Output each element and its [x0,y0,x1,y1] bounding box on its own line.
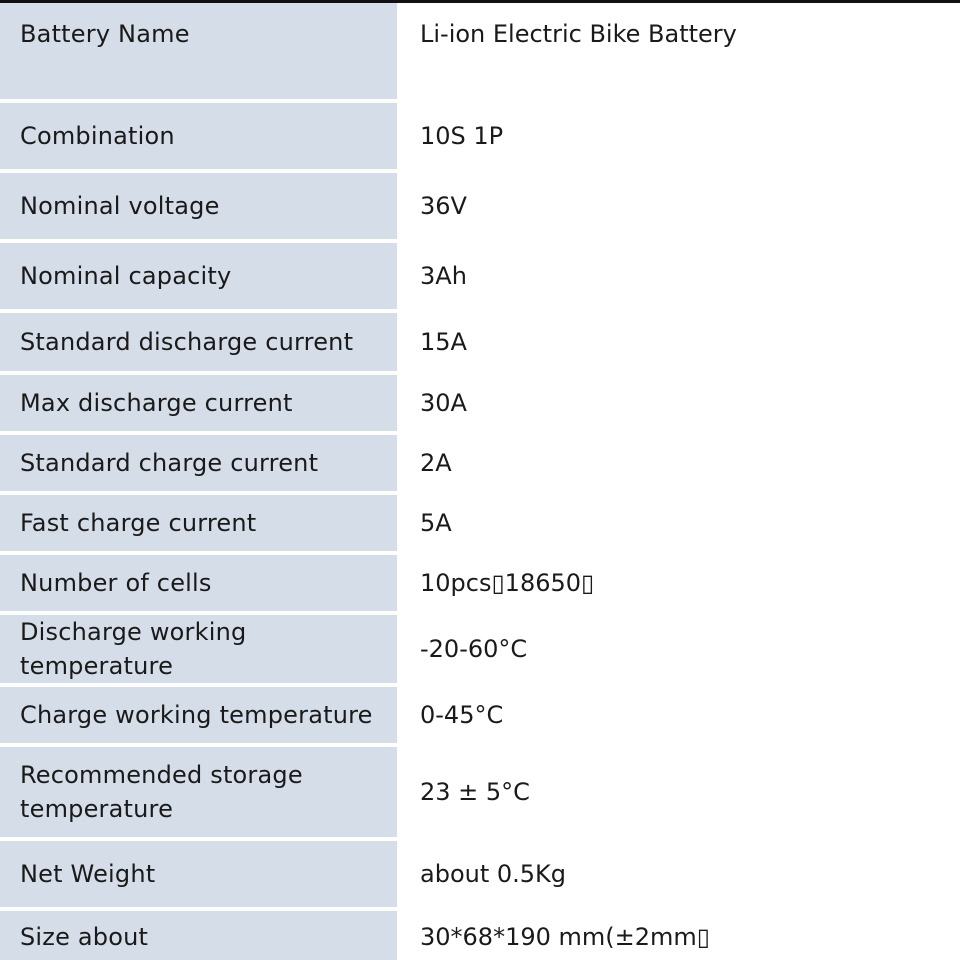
spec-label: Discharge working temperature [0,615,400,687]
spec-label: Standard charge current [0,435,400,495]
spec-value: 10S 1P [400,103,960,173]
table-row [0,911,960,960]
spec-label: Net Weight [0,841,400,911]
spec-value: Li-ion Electric Bike Battery [400,3,960,103]
spec-value: 2A [400,435,960,495]
spec-value: 30A [400,375,960,435]
spec-value: 23 ± 5°C [400,747,960,841]
table-row [0,841,960,911]
spec-value: -20-60°C [400,615,960,687]
spec-label: Recommended storage temperature [0,747,400,841]
spec-label: Nominal capacity [0,243,400,313]
spec-value: 0-45°C [400,687,960,747]
spec-value: 36V [400,173,960,243]
spec-label: Max discharge current [0,375,400,435]
spec-value: 30*68*190 mm(±2mm▯ [400,911,960,960]
table-row [0,243,960,313]
table-row [0,747,960,841]
spec-value: 3Ah [400,243,960,313]
table-row [0,495,960,555]
spec-value: about 0.5Kg [400,841,960,911]
spec-label: Battery Name [0,3,400,103]
spec-label: Combination [0,103,400,173]
table-row [0,375,960,435]
spec-label: Charge working temperature [0,687,400,747]
spec-value: 10pcs▯18650▯ [400,555,960,615]
spec-label: Nominal voltage [0,173,400,243]
spec-label: Fast charge current [0,495,400,555]
spec-label: Standard discharge current [0,313,400,375]
spec-value: 15A [400,313,960,375]
table-row [0,687,960,747]
table-row [0,103,960,173]
table-row [0,615,960,687]
table-row [0,555,960,615]
table-row [0,173,960,243]
table-row [0,435,960,495]
spec-label: Size about [0,911,400,960]
spec-label: Number of cells [0,555,400,615]
battery-spec-table [0,3,960,960]
spec-value: 5A [400,495,960,555]
table-row [0,313,960,375]
table-row [0,3,960,103]
